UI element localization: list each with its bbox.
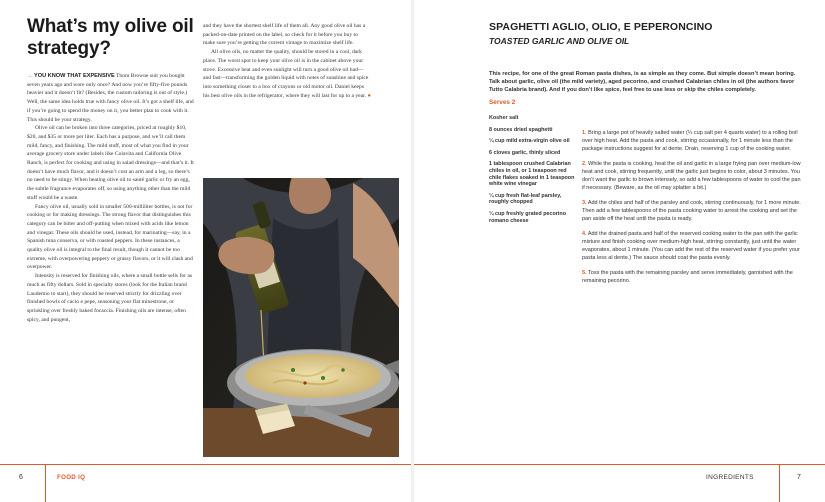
lead-text: Thom Browne suit you bought seven years ago and wore only once? And now you’re fifty-five pounds heavier and it doesn’t fit? (Besides, the custom tailoring is out of style.) Well, the same idea holds true with fancy olive oil. It’s got a shelf life, and if you’re going to spend the money on it, you better plan to cook with it. This should be your strategy. [27,73,194,123]
lead-paragraph [27,72,195,124]
method-step [582,129,802,153]
step-text: Bring a large pot of heavily salted water (¼ cup salt per 4 quarts water) to a rolling boil over high heat. Add the pasta and cook, stirring occasionally, for 1 minute less than the package instructions suggest for al dente. Drain, reserving 1 cup of the cooking water. [582,130,798,153]
gutter [411,0,414,502]
recipe-title: SPAGHETTI AGLIO, OLIO, E PEPERONCINO [489,21,713,33]
recipe-subtitle: TOASTED GARLIC AND OLIVE OIL [489,36,630,46]
end-mark-icon: ● [367,92,371,99]
page-number-right: 7 [797,474,801,481]
method-step [582,269,802,285]
step-text: Add the drained pasta and half of the reserved cooking water to the pan with the garlic mixture and finish cooking over medium-high heat, stirring constantly, just until the water evaporates, about 1 minute. (You can add the rest of the reserved water if you prefer your pasta less al dente.) The sauce should coat the pasta evenly. [582,230,800,261]
ingredient-item: ¼ cup mild extra-virgin olive oil [489,138,570,145]
step-number: 1. [582,130,587,136]
step-text: While the pasta is cooking, heat the oil and garlic in a large frying pan over medium-low heat and cook, stirring frequently, until the garlic just begins to color, about 3 minutes. You don’t want the garlic to brown intensely, so add a few tablespoons of water to cool the pan if necessary. (Beware, as the oil may splatter a bit.) [582,160,801,192]
ingredient-list [489,115,577,229]
ingredient-item: ¼ cup freshly grated pecorino romano cheese [489,210,566,224]
method-step [582,230,802,262]
article-column-1 [27,72,195,324]
lead-arrow-icon: → [27,73,33,79]
step-number: 5. [582,269,587,276]
section-label-left: FOOD IQ [57,474,86,481]
footer-divider-left [45,464,46,502]
recipe-intro: This recipe, for one of the great Roman pasta dishes, is as simple as they come. But simple doesn’t mean boring. Talk about garlic, olive oil (the mild variety), aged pecorino, and crushed Calabrian chiles in oil (the authors favor Tutto Calabria brand). And if you don’t like spice, feel free to use less or skip the chiles completely. [489,71,796,94]
article-paragraph: Fancy olive oil, usually sold in smaller 500-milliliter bottles, is not for cooking or for making dressings. The strong flavor that distinguishes this category can be bitter and off-putting when mixed with acids like lemon and vinegar. These oils should be used, instead, for marinating—say, in a Spanish tuna conserva, or with roasted peppers. In these instances, a quality olive oil is integral to the final result, though it cannot be too extreme, with overpowering peppery or grassy flavors, or it will clash and overpower. [27,203,193,271]
article-headline: What’s my olive oil strategy? [27,16,194,59]
step-text: Add the chiles and half of the parsley and cook, stirring continuously, for 1 more minute. Then add a few tablespoons of the pasta cooking water to arrest the cooking and set the pan aside off the heat until the pasta is ready. [582,199,801,223]
article-paragraph: and they have the shortest shelf life of them all. Any good olive oil has a packed-on-date printed on the label, so check for it before you buy to make sure you’re getting the current vintage to maximize shelf life. [203,23,366,47]
article-paragraph-last [203,48,371,100]
last-paragraph-text: All olive oils, no matter the quality, should be stored in a cool, dark place. The worst spot to keep your olive oil is in the cabinet above your stove. Excessive heat and even sunlight will turn a good olive oil bad—and fast—transforming the golden liquid with notes of sunshine and spice into something closer to a box of crayons or old motor oil. Daniel keeps his best olive oils in the refrigerator, where they will last for up to a year. [203,49,369,99]
ingredient-item: Kosher salt [489,115,519,121]
step-number: 4. [582,230,587,237]
chef-pouring-olive-oil-photo [203,178,399,457]
ingredient-item: 6 cloves garlic, thinly sliced [489,149,561,156]
serves-label: Serves 2 [489,99,516,106]
step-text: Toss the pasta with the remaining parsley and serve immediately, garnished with the remaining pecorino. [582,269,793,284]
method-steps [582,129,802,291]
method-step [582,199,802,223]
step-number: 2. [582,160,587,167]
footer-rule-left [0,464,411,465]
lead-in-caps: YOU KNOW THAT EXPENSIVE [34,73,115,79]
ingredient-item: 8 ounces dried spaghetti [489,126,553,133]
ingredient-item: 1 tablespoon crushed Calabrian chiles in oil, or 1 teaspoon red chile flakes soaked in 1 teaspoon white wine vinegar [489,161,575,188]
article-paragraph: Intensity is reserved for finishing oils, where a small bottle sells for as much as fifty dollars. Sold in specialty stores (look for the Italian brand Laudemio to start), they should be reserved strictly for drizzling over finished bowls of cacio e pepe, seasoning your flat minestrone, or sprinkling over freshly baked focaccia. Finishing oils are intense, often spicy, and pungent, [27,273,193,323]
article-column-2 [203,22,371,100]
section-label-right: INGREDIENTS [706,474,754,481]
method-step [582,160,802,192]
ingredient-item: ¼ cup fresh flat-leaf parsley, roughly chopped [489,192,562,206]
step-number: 3. [582,199,587,206]
footer-rule-right [414,464,825,465]
page-number-left: 6 [19,474,23,481]
article-paragraph: Olive oil can be broken into three categories, priced at roughly $10, $20, and $35 or more per liter. Each has a purpose, and we’ll call them mild, fancy, and finishing. The mild stuff, most of what you find in your average grocery store under labels like Colavita and California Olive Ranch, is perfect for cooking and using in salad dressings—and that’s it. It doesn’t have much flavor, and it doesn’t cost an arm and a leg, so there’s no need to be stingy. When heating olive oil to sauté garlic or fry an egg, the subtle fragrance evaporates off, so using anything other than the mild stuff would be a waste. [27,125,194,201]
footer-divider-right [779,464,780,502]
